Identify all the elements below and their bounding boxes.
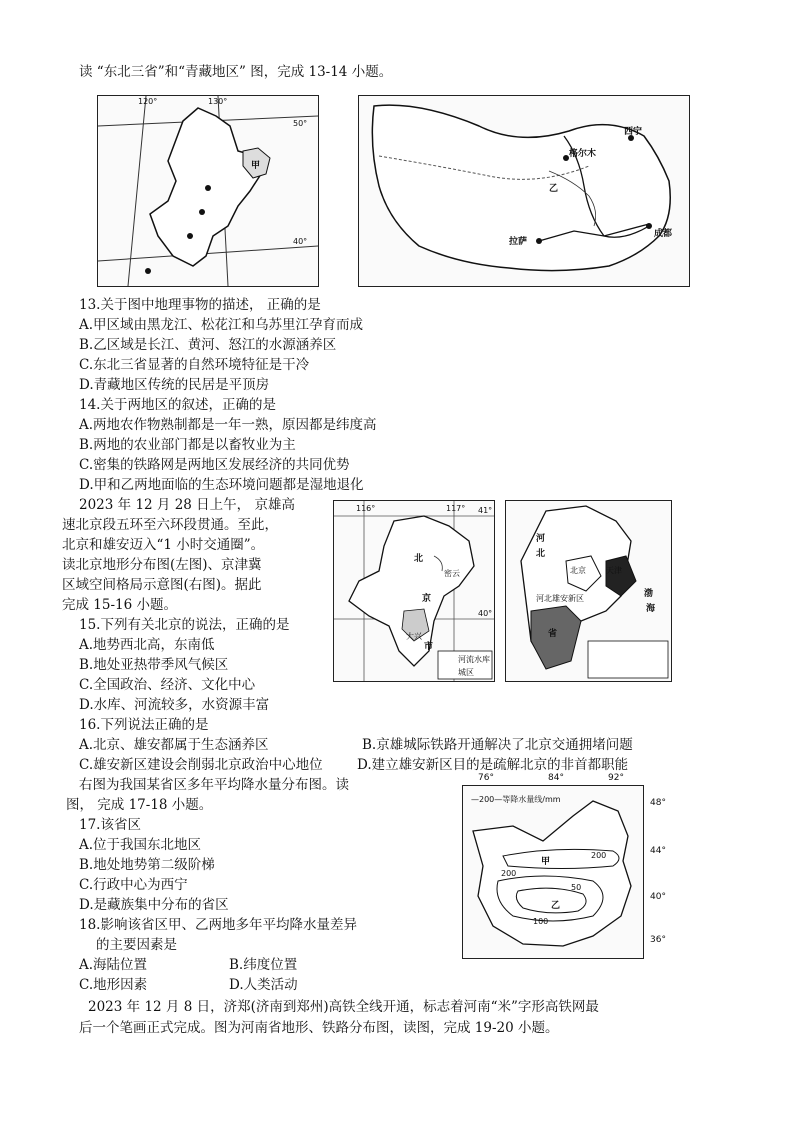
map-label: 海 (646, 604, 656, 614)
question-14-option: C.密集的铁路网是两地区发展经济的共同优势 (79, 457, 350, 473)
map-label: 河 (536, 534, 546, 544)
map-qinghai-tibet (358, 95, 690, 287)
precipitation-map-drawing (463, 786, 643, 958)
question-16-option: A.北京、雄安都属于生态涵养区 (79, 737, 269, 753)
map-label: 大兴 (406, 632, 422, 641)
northeast-map-drawing (98, 96, 318, 286)
intro-15-16-line: 读北京地形分布图(左图)、京津冀 (62, 557, 262, 573)
map-label: 北 (536, 549, 546, 559)
question-15-option: B.地处亚热带季风气候区 (79, 657, 229, 673)
isohyet-value: 200 (591, 851, 607, 860)
isohyet-value: 100 (533, 917, 549, 926)
map-label: 京 (422, 594, 432, 604)
place-yi-label: 乙 (551, 901, 561, 911)
question-16-option: D.建立雄安新区目的是疏解北京的非首都职能 (357, 757, 629, 773)
isohyet-value: 50 (571, 883, 582, 892)
question-14-option: D.甲和乙两地面临的生态环境问题都是湿地退化 (79, 477, 364, 493)
intro-19-20-line: 2023 年 12 月 8 日，济郑(济南到郑州)高铁全线开通，标志着河南“米”字形高铁网最 (88, 999, 599, 1015)
map-northeast-three-provinces (97, 95, 319, 287)
question-17-option: A.位于我国东北地区 (79, 837, 202, 853)
city-dot (536, 238, 542, 244)
question-16-option: B.京雄城际铁路开通解决了北京交通拥堵问题 (362, 737, 633, 753)
map-jing-jin-ji (505, 500, 672, 682)
city-label: 西宁 (624, 127, 643, 137)
region-yi-label: 乙 (549, 184, 559, 194)
question-15-option: A.地势西北高，东南低 (79, 637, 215, 653)
question-13-option: D.青藏地区传统的民居是平顶房 (79, 377, 270, 393)
intro-19-20-line: 后一个笔画正式完成。图为河南省地形、铁路分布图，读图，完成 19-20 小题。 (79, 1020, 559, 1036)
question-13-option: B.乙区域是长江、黄河、怒江的水源涵养区 (79, 337, 337, 353)
question-13-option: A.甲区域由黑龙江、松花江和乌苏里江孕育而成 (79, 317, 364, 333)
question-16-stem: 16.下列说法正确的是 (79, 717, 209, 733)
question-17-stem: 17.该省区 (79, 817, 141, 833)
map-label: 渤 (644, 589, 654, 599)
legend-label: 城区 (458, 668, 474, 677)
lon-label: 117° (446, 504, 466, 513)
question-14-stem: 14.关于两地区的叙述，正确的是 (79, 397, 276, 413)
question-15-option: C.全国政治、经济、文化中心 (79, 677, 256, 693)
question-18-option: B.纬度位置 (229, 957, 298, 973)
intro-15-16-line: 完成 15-16 小题。 (62, 597, 178, 613)
map-label: 河北雄安新区 (536, 594, 584, 603)
legend-text: —200—等降水量线/mm (471, 795, 561, 804)
map-label: 市 (424, 642, 434, 652)
question-13-option: C.东北三省显著的自然环境特征是干冷 (79, 357, 310, 373)
lon-label: 120° (138, 97, 158, 106)
legend-label: 河流水库 (458, 655, 490, 664)
lat-label: 41° (478, 506, 493, 515)
isohyet-value: 200 (501, 869, 517, 878)
place-jia-label: 甲 (541, 857, 551, 867)
intro-15-16-line: 北京和雄安迈入“1 小时交通圈”。 (62, 537, 265, 553)
map-label: 省 (548, 629, 558, 639)
question-15-stem: 15.下列有关北京的说法，正确的是 (79, 617, 290, 633)
question-16-option: C.雄安新区建设会削弱北京政治中心地位 (79, 757, 323, 773)
lon-label: 76° (478, 773, 494, 783)
city-dot (187, 233, 193, 239)
question-17-option: C.行政中心为西宁 (79, 877, 188, 893)
lat-label: 50° (293, 119, 308, 128)
city-label: 格尔木 (569, 149, 597, 159)
lat-label: 40° (478, 609, 493, 618)
question-13-stem: 13.关于图中地理事物的描述， 正确的是 (79, 297, 321, 313)
lon-label: 130° (208, 97, 228, 106)
question-14-option: B.两地的农业部门都是以畜牧业为主 (79, 437, 296, 453)
intro-17-18-line: 右图为我国某省区多年平均降水量分布图。读 (79, 777, 349, 793)
map-label: 密云 (444, 569, 460, 578)
city-dot (205, 185, 211, 191)
lat-label: 40° (293, 237, 308, 246)
question-15-option: D.水库、河流较多，水资源丰富 (79, 697, 270, 713)
lat-label: 36° (650, 935, 666, 945)
intro-15-16-line: 2023 年 12 月 28 日上午， 京雄高 (79, 497, 295, 513)
qinghai-tibet-map-drawing (359, 96, 689, 286)
city-dot (199, 209, 205, 215)
intro-15-16-line: 速北京段五环至六环段贯通。至此， (62, 517, 278, 533)
lat-label: 48° (650, 798, 666, 808)
city-dot (646, 223, 652, 229)
question-18-stem: 18.影响该省区甲、乙两地多年平均降水量差异 (79, 917, 357, 933)
question-14-option: A.两地农作物熟制都是一年一熟，原因都是纬度高 (79, 417, 377, 433)
lon-label: 92° (608, 773, 624, 783)
jingjinji-map-drawing (506, 501, 671, 681)
intro-13-14: 读 “东北三省”和“青藏地区” 图，完成 13-14 小题。 (79, 64, 393, 80)
city-label: 成都 (654, 229, 673, 239)
lon-label: 116° (356, 504, 376, 513)
beijing-map-drawing (334, 501, 494, 681)
intro-15-16-line: 区域空间格局示意图(右图)。据此 (62, 577, 262, 593)
map-precipitation (462, 785, 644, 959)
lat-label: 44° (650, 846, 666, 856)
question-18-stem: 的主要因素是 (96, 937, 177, 953)
map-label: 北 (414, 554, 424, 564)
question-17-option: D.是藏族集中分布的省区 (79, 897, 229, 913)
region-jia-label: 甲 (251, 161, 261, 171)
map-beijing-terrain (333, 500, 495, 682)
province-outline (473, 801, 631, 946)
legend-box (588, 641, 668, 678)
question-18-option: C.地形因素 (79, 977, 148, 993)
lat-label: 40° (650, 892, 666, 902)
map-label: 天津 (606, 566, 622, 575)
question-18-option: A.海陆位置 (79, 957, 148, 973)
question-17-option: B.地处地势第二级阶梯 (79, 857, 215, 873)
map-label: 北京 (570, 566, 586, 575)
city-label: 拉萨 (509, 237, 528, 247)
intro-17-18-line: 图， 完成 17-18 小题。 (66, 797, 213, 813)
question-18-option: D.人类活动 (229, 977, 298, 993)
lon-label: 84° (548, 773, 564, 783)
beijing-outline (349, 516, 474, 666)
city-dot (145, 268, 151, 274)
